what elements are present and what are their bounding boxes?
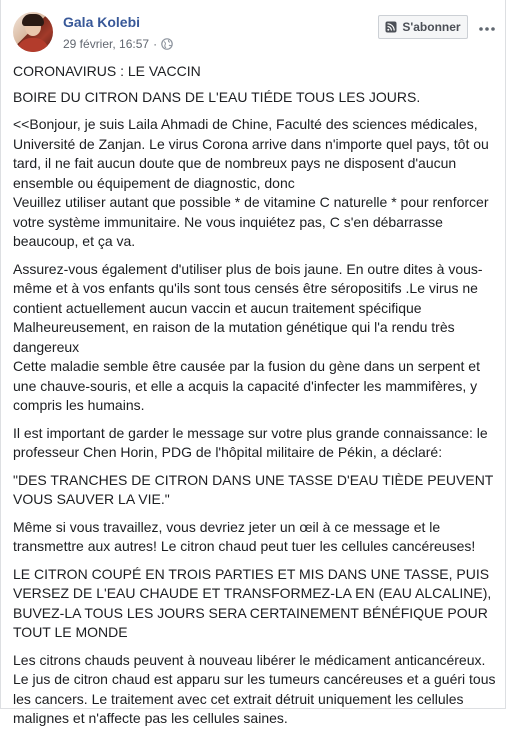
post-paragraph: BOIRE DU CITRON DANS DE L'EAU TIÉDE TOUS LES JOURS. xyxy=(13,88,421,105)
post-paragraph: Même si vous travaillez, vous devriez jeter un œil à ce message et le transmettre aux autres! Le citron chaud peut tuer les cellules cancéreuses! xyxy=(13,518,476,554)
follow-label: S'abonner xyxy=(402,20,461,34)
post-paragraph: Les citrons chauds peuvent à nouveau libérer le médicament anticancéreux. Le jus de citron chaud est apparu sur les tumeurs cancéreuses et a guéri tous les cancers. Le traitement avec cet extrait détruit uniquement les cellules malignes et n'affecte pas les cellules saines. xyxy=(13,651,496,726)
avatar[interactable] xyxy=(13,12,53,52)
post-paragraph: CORONAVIRUS : LE VACCIN xyxy=(13,63,201,79)
more-dots-icon xyxy=(479,18,495,36)
post-header xyxy=(1,0,505,62)
author-name[interactable]: Gala Kolebi xyxy=(63,14,141,30)
post-timestamp[interactable]: 29 février, 16:57 xyxy=(63,37,150,51)
rss-icon xyxy=(385,21,397,33)
post-content xyxy=(13,62,497,737)
post-paragraph: <<Bonjour, je suis Laila Ahmadi de Chine, Faculté des sciences médicales, Université de Zanjan. Le virus Corona arrive dans n'importe quel pays, tôt ou tard, il ne fait aucun doute que de nombreux pays ne disposent d'aucun ensemble ou équipement de diagnostic, donc Veuillez utiliser autant que possible * de vitamine C naturelle * pour renforcer votre système immunitaire. Ne vous inquiétez pas, C s'en débarrasse beaucoup, et ça va. xyxy=(13,116,489,249)
follow-button[interactable] xyxy=(378,15,468,39)
post-paragraph: Il est important de garder le message sur votre plus grande connaissance: le professeur Chen Horin, PDG de l'hôpital militaire de Pékin, a déclaré: xyxy=(13,424,488,460)
post-paragraph: LE CITRON COUPÉ EN TROIS PARTIES ET MIS DANS UNE TASSE, PUIS VERSEZ DE L'EAU CHAUDE ET TRANSFORMEZ-LA EN (EAU ALCALINE), BUVEZ-LA TOUS LES JOURS SERA CERTAINEMENT BÉNÉFIQUE POUR TOUT LE MONDE xyxy=(13,565,492,640)
post-meta xyxy=(63,37,173,51)
more-options-button[interactable] xyxy=(477,17,497,37)
post-paragraph: Assurez-vous également d'utiliser plus de bois jaune. En outre dites à vous-même et à vos enfants qu'ils sont tous censés être séropositifs .Le virus ne contient actuellement aucun vaccin et aucun traitement spécifique Malheureusement, en raison de la mutation génétique qui l'a rendu très dangereux Cette maladie semble être causée par la fusion du gène dans un serpent et une chauve-souris, et elle a acquis la capacité d'infecter les mammifères, y compris les humains. xyxy=(13,260,483,413)
meta-separator: · xyxy=(153,37,158,51)
post-paragraph: "DES TRANCHES DE CITRON DANS UNE TASSE D'EAU TIÈDE PEUVENT VOUS SAUVER LA VIE." xyxy=(13,471,494,507)
globe-icon xyxy=(161,38,173,50)
